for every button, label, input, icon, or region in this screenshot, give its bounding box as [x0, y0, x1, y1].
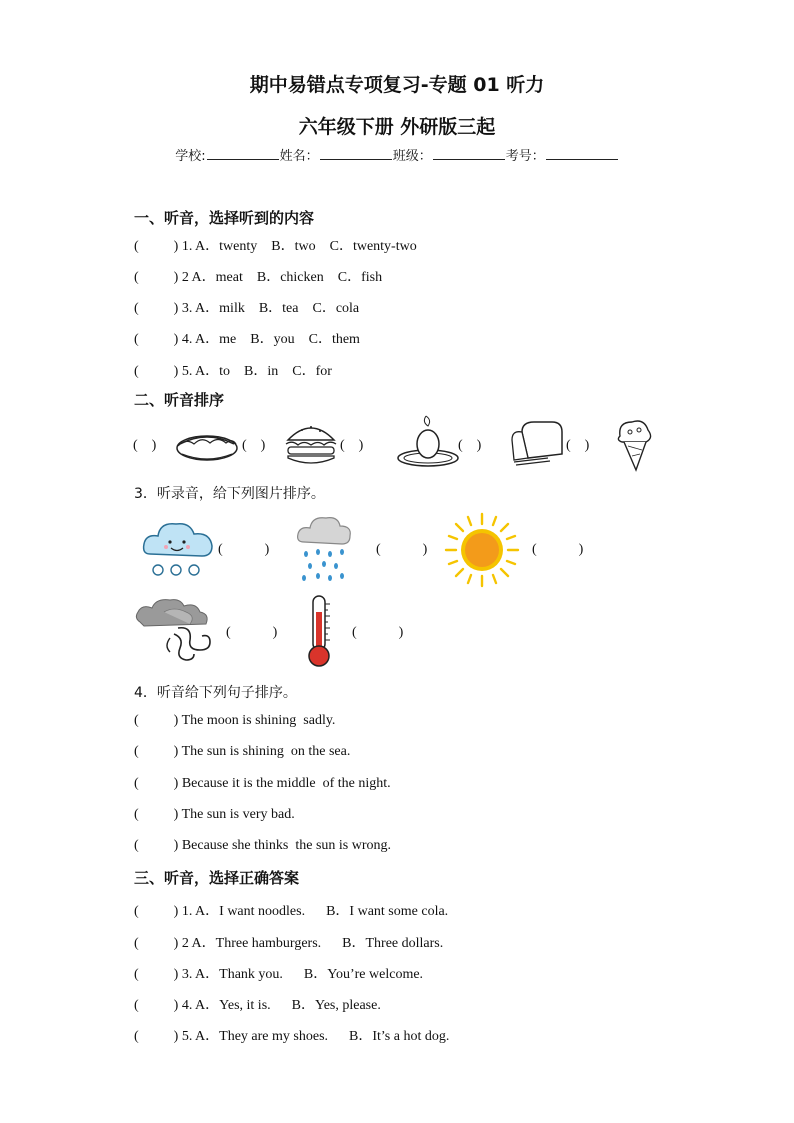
document-title: 期中易错点专项复习-专题 01 听力: [249, 74, 545, 96]
question-row: ( ) 3. A．Thank you. B．You’re welcome.: [134, 967, 424, 982]
question-row: ( ) 1. A．I want noodles. B．I want some cola.: [134, 904, 449, 919]
question-row: ( ) 4. A．me B．you C．them: [134, 332, 360, 347]
section2-heading: 二、听音排序: [134, 391, 225, 409]
exam-number-blank[interactable]: [546, 147, 618, 160]
question-row: ( ) 4. A．Yes, it is. B．Yes, please.: [134, 998, 381, 1013]
rain-cloud-icon: [296, 514, 352, 584]
school-blank[interactable]: [207, 147, 279, 160]
wind-icon: [134, 598, 220, 664]
section4-heading: 4．听音给下列句子排序。: [134, 685, 297, 701]
bread-icon: [508, 418, 566, 468]
answer-paren: ( ): [566, 438, 590, 453]
section5-heading: 三、听音，选择正确答案: [134, 869, 300, 887]
section3-heading: 3．听录音，给下列图片排序。: [134, 486, 325, 502]
answer-paren: ( ): [376, 542, 428, 557]
student-info-line: [0, 145, 794, 164]
answer-paren: ( ): [242, 438, 266, 453]
hamburger-icon: [284, 418, 338, 468]
class-blank[interactable]: [433, 147, 505, 160]
egg-icon: [396, 412, 460, 468]
question-row: ( ) 2 A．meat B．chicken C．fish: [134, 270, 383, 285]
sun-icon: [444, 512, 520, 588]
name-blank[interactable]: [320, 147, 392, 160]
answer-paren: ( ): [458, 438, 482, 453]
hot-dog-icon: [174, 422, 240, 468]
name-label: 姓名：: [279, 149, 319, 164]
class-label: 班级：: [392, 149, 432, 164]
sentence-row: ( ) Because it is the middle of the night.: [134, 776, 391, 791]
question-row: ( ) 1. A．twenty B．two C．twenty-two: [134, 239, 417, 254]
answer-paren: ( ): [352, 625, 404, 640]
sentence-row: ( ) The moon is shining sadly.: [134, 713, 336, 728]
question-row: ( ) 2 A．Three hamburgers. B．Three dollars.: [134, 936, 444, 951]
question-row: ( ) 5. A．to B．in C．for: [134, 364, 332, 379]
sentence-row: ( ) The sun is shining on the sea.: [134, 744, 351, 759]
snow-cloud-icon: [140, 518, 216, 578]
section1-heading: 一、听音，选择听到的内容: [134, 209, 315, 227]
answer-paren: ( ): [218, 542, 270, 557]
sentence-row: ( ) The sun is very bad.: [134, 807, 295, 822]
question-row: ( ) 5. A．They are my shoes. B．It’s a hot dog.: [134, 1029, 450, 1044]
exam-number-label: 考号：: [505, 149, 545, 164]
answer-paren: ( ): [532, 542, 584, 557]
thermometer-icon: [304, 594, 334, 668]
answer-paren: ( ): [133, 438, 157, 453]
ice-cream-icon: [614, 416, 654, 472]
document-subtitle: 六年级下册 外研版三起: [298, 116, 496, 138]
sentence-row: ( ) Because she thinks the sun is wrong.: [134, 838, 392, 853]
answer-paren: ( ): [340, 438, 364, 453]
question-row: ( ) 3. A．milk B．tea C．cola: [134, 301, 360, 316]
answer-paren: ( ): [226, 625, 278, 640]
school-label: 学校:: [175, 149, 206, 164]
